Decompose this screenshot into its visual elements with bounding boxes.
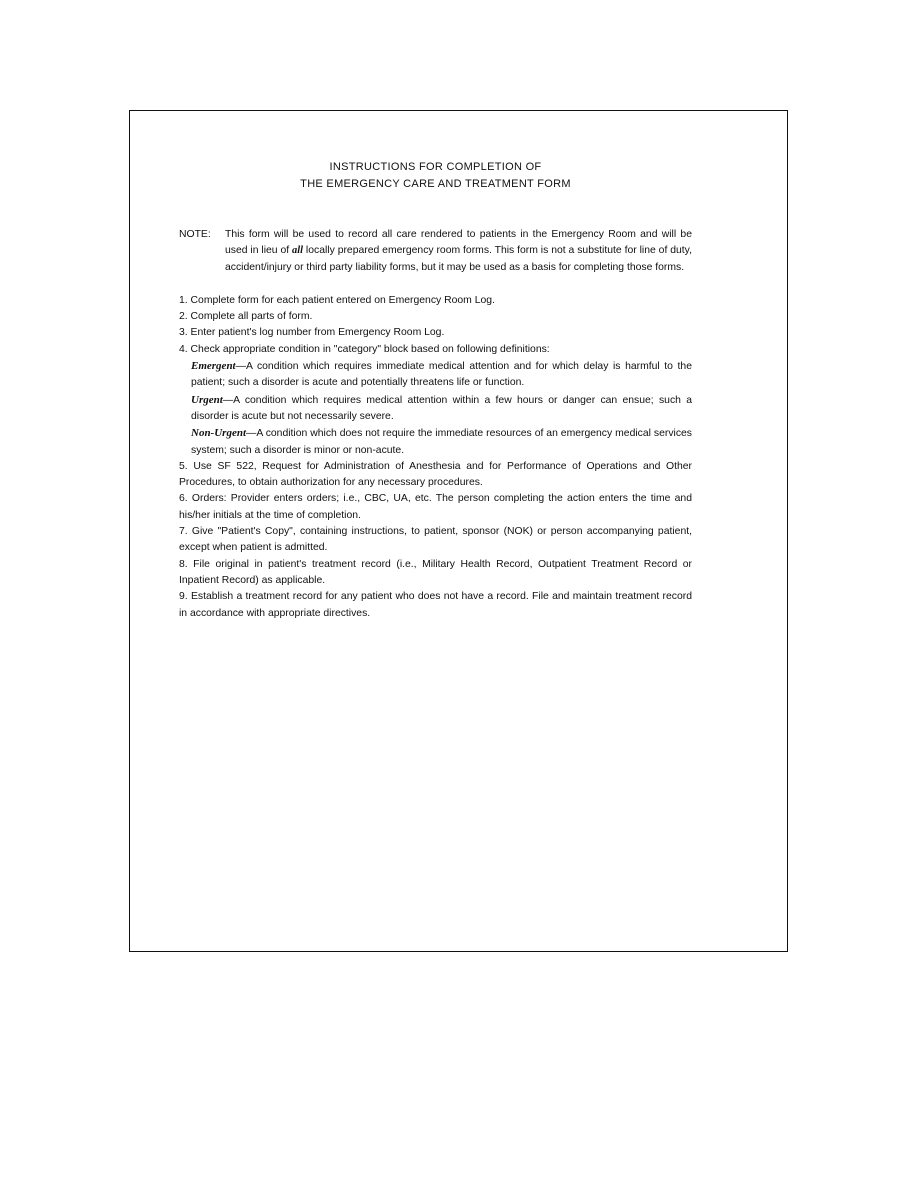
note-label: NOTE: bbox=[179, 229, 211, 240]
instructions-content bbox=[179, 159, 692, 622]
list-item: 1. Complete form for each patient entered on Emergency Room Log. bbox=[179, 294, 495, 306]
list-item: 4. Check appropriate condition in "category" block based on following definitions: bbox=[179, 343, 550, 355]
list-item: 7. Give "Patient's Copy", containing instructions, to patient, sponsor (NOK) or person accompanying patient, except when patient is admitted. bbox=[179, 526, 692, 554]
list-item: 9. Establish a treatment record for any patient who does not have a record. File and maintain treatment record in accordance with appropriate directives. bbox=[179, 591, 692, 619]
definition-emergent bbox=[179, 358, 692, 392]
list-item: 6. Orders: Provider enters orders; i.e., CBC, UA, etc. The person completing the action enters the time and his/her initials at the time of completion. bbox=[179, 493, 692, 521]
definition-dash: — bbox=[235, 361, 247, 373]
definition-urgent bbox=[179, 392, 692, 426]
instruction-list bbox=[179, 293, 692, 622]
definition-dash: — bbox=[246, 428, 257, 440]
list-item: 5. Use SF 522, Request for Administration of Anesthesia and for Performance of Operations and Other Procedures, to obtain authorization for any necessary procedures. bbox=[179, 460, 692, 489]
note-text-before: This form will be used to record all care rendered to patients in the Emergency Room and will be used in lieu of bbox=[225, 229, 692, 257]
list-item: 3. Enter patient's log number from Emergency Room Log. bbox=[179, 327, 445, 339]
definition-non-urgent bbox=[179, 425, 692, 459]
definition-term: Non-Urgent bbox=[191, 427, 247, 440]
title-line-1: INSTRUCTIONS FOR COMPLETION OF bbox=[329, 161, 542, 173]
note-block bbox=[179, 227, 692, 276]
note-text bbox=[225, 227, 692, 276]
definition-dash: — bbox=[222, 394, 234, 406]
definition-text: A condition which requires immediate medical attention and for which delay is harmful to the patient; such a disorder is acute and potentially threatens life or function. bbox=[191, 361, 692, 389]
document-title bbox=[179, 159, 692, 193]
title-line-2: THE EMERGENCY CARE AND TREATMENT FORM bbox=[300, 178, 571, 190]
definition-term: Emergent bbox=[191, 360, 236, 373]
note-text-after: locally prepared emergency room forms. This form is not a substitute for line of duty, accident/injury or third party liability forms, but it may be used as a basis for completing those forms. bbox=[225, 245, 692, 273]
document-frame bbox=[129, 110, 788, 952]
definition-text: A condition which requires medical attention within a few hours or danger can ensue; such a disorder is acute but not necessarily severe. bbox=[191, 394, 692, 422]
definition-text: A condition which does not require the immediate resources of an emergency medical services system; such a disorder is minor or non-acute. bbox=[191, 428, 692, 456]
note-emphasis: all bbox=[292, 245, 304, 257]
definition-term: Urgent bbox=[191, 393, 223, 406]
list-item: 2. Complete all parts of form. bbox=[179, 311, 313, 323]
list-item: 8. File original in patient's treatment record (i.e., Military Health Record, Outpatient Treatment Record or Inpatient Record) as applicable. bbox=[179, 558, 692, 586]
